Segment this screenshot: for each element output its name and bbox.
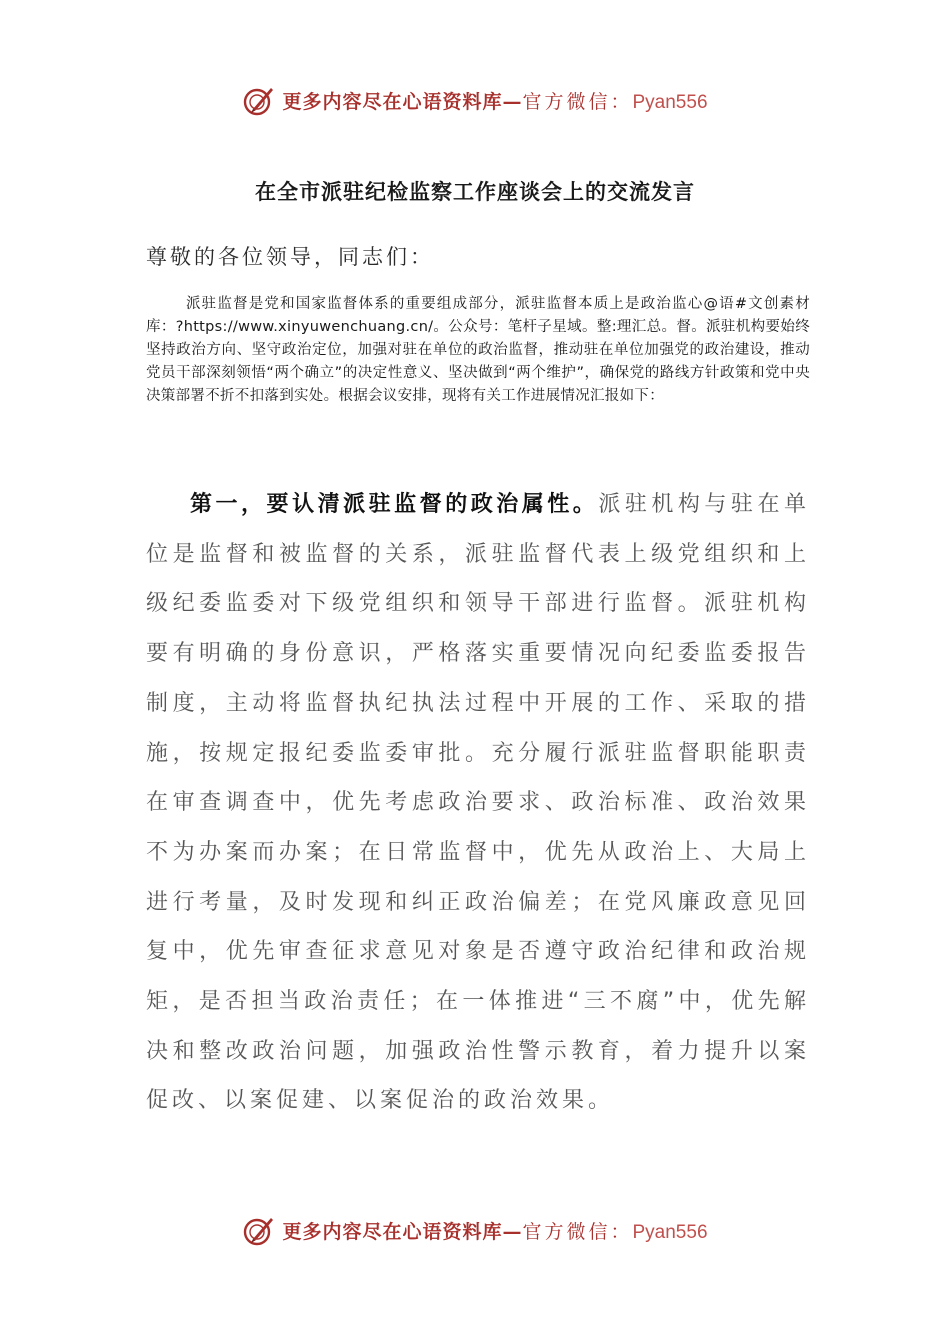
quill-seal-icon [242, 1213, 276, 1247]
banner-text [282, 87, 707, 114]
footer-banner [0, 1210, 950, 1250]
banner-main: 更多内容尽在心语资料库 [282, 1220, 503, 1243]
banner-separator: — [502, 1220, 523, 1243]
document-title: 在全市派驻纪检监察工作座谈会上的交流发言 [255, 180, 695, 204]
banner-separator: — [502, 90, 523, 113]
banner-wechat-label: 官方微信： [522, 1220, 633, 1243]
banner-main: 更多内容尽在心语资料库 [282, 90, 503, 113]
banner-wechat-id: Pyan556 [632, 1221, 708, 1243]
section-1-lead: 第一，要认清派驻监督的政治属性。 [190, 492, 599, 517]
banner-wechat-id: Pyan556 [632, 91, 708, 113]
intro-paragraph: 派驻监督是党和国家监督体系的重要组成部分，派驻监督本质上是政治监心@语#文创素材库：?https://www.xinyuwenchuang.cn/。公众号：笔杆子星域。整:理汇总。督。派驻机构要始终坚持政治方向、坚守政治定位，加强对驻在单位的政治监督，推动驻在单位加强党的政治建设，推动党员干部深刻领悟“两个确立”的决定性意义、坚决做到“两个维护”，确保党的路线方针政策和党中央决策部署不折不扣落到实处。根据会议安排，现将有关工作进展情况汇报如下： [146, 296, 810, 404]
section-1-paragraph [146, 480, 810, 1126]
banner-text [282, 1217, 707, 1244]
header-banner [0, 80, 950, 120]
greeting: 尊敬的各位领导，同志们： [146, 245, 434, 269]
banner-wechat-label: 官方微信： [522, 90, 633, 113]
section-1-body: 派驻机构与驻在单位是监督和被监督的关系，派驻监督代表上级党组织和上级纪委监委对下级党组织和领导干部进行监督。派驻机构要有明确的身份意识，严格落实重要情况向纪委监委报告制度，主动将监督执纪执法过程中开展的工作、采取的措施，按规定报纪委监委审批。充分履行派驻监督职能职责在审查调查中，优先考虑政治要求、政治标准、政治效果不为办案而办案；在日常监督中，优先从政治上、大局上进行考量，及时发现和纠正政治偏差；在党风廉政意见回复中，优先审查征求意见对象是否遵守政治纪律和政治规矩，是否担当政治责任；在一体推进“三不腐”中，优先解决和整改政治问题，加强政治性警示教育，着力提升以案促改、以案促建、以案促治的政治效果。 [146, 492, 810, 1114]
quill-seal-icon [242, 83, 276, 117]
